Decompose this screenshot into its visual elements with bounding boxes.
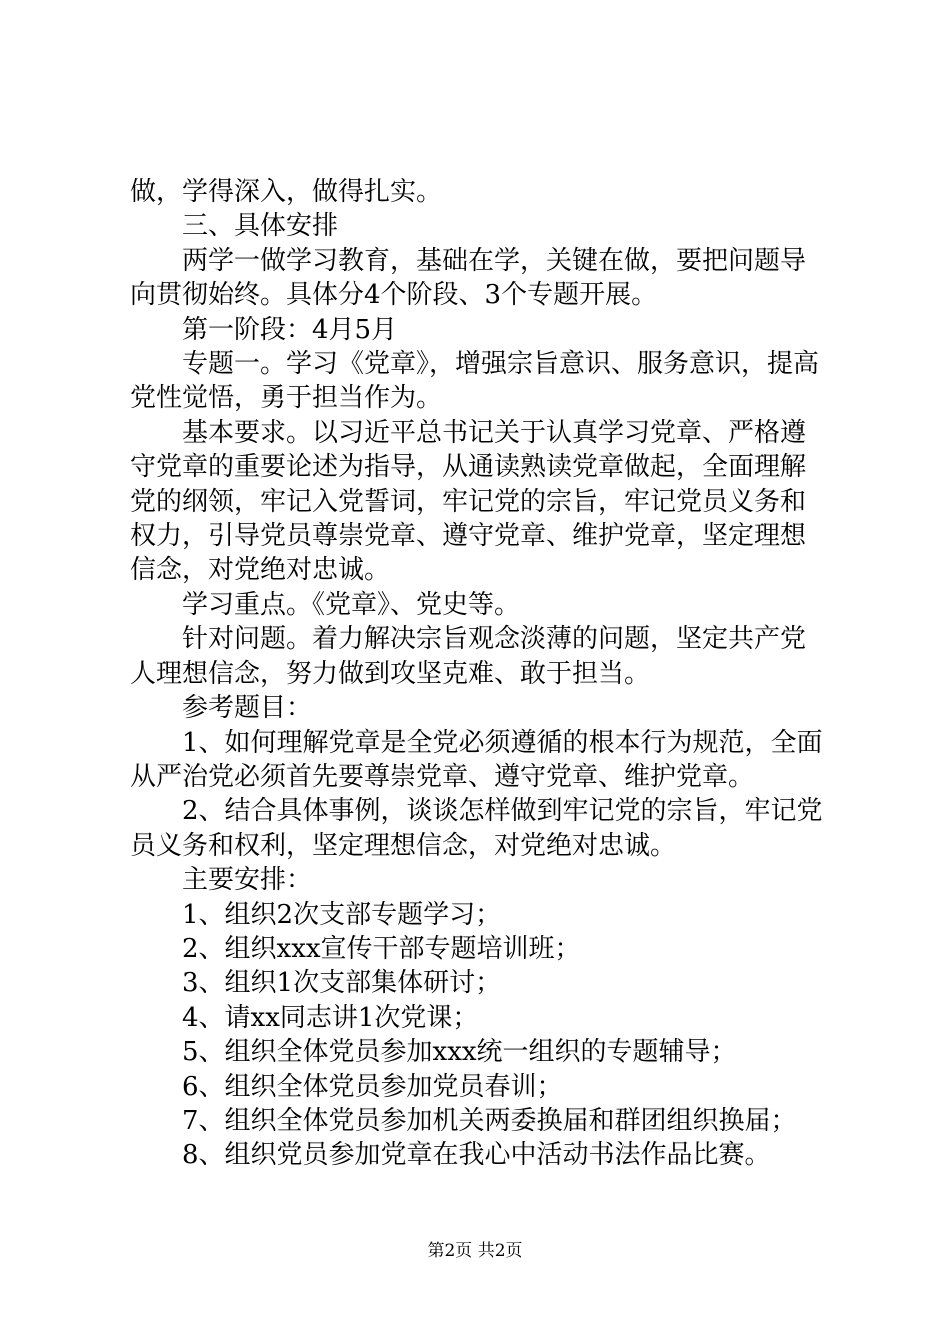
paragraph: 参考题目：	[182, 693, 313, 724]
paragraph: 做，学得深入，做得扎实。	[130, 177, 443, 207]
paragraph: 主要安排：	[182, 865, 313, 896]
paragraph: 1、如何理解党章是全党必须遵循的根本行为规范，全面从严治党必须首先要尊崇党章、遵守党章、维护党章。	[130, 727, 823, 792]
page-footer: 第2页 共2页	[427, 1241, 523, 1261]
paragraph: 1、组织2次支部专题学习；	[182, 899, 502, 930]
paragraph: 5、组织全体党员参加xxx统一组织的专题辅导；	[182, 1037, 737, 1068]
paragraph: 8、组织党员参加党章在我心中活动书法作品比赛。	[182, 1140, 771, 1171]
paragraph: 2、结合具体事例，谈谈怎样做到牢记党的宗旨，牢记党员义务和权利，坚定理想信念，对党绝对忠诚。	[130, 796, 823, 861]
document-body	[130, 175, 830, 1173]
paragraph: 专题一。学习《党章》，增强宗旨意识、服务意识，提高党性觉悟，勇于担当作为。	[130, 349, 820, 414]
paragraph: 三、具体安排	[182, 211, 339, 242]
paragraph: 2、组织xxx宣传干部专题培训班；	[182, 933, 581, 964]
paragraph: 基本要求。以习近平总书记关于认真学习党章、严格遵守党章的重要论述为指导，从通读熟读党章做起，全面理解党的纲领，牢记入党誓词，牢记党的宗旨，牢记党员义务和权力，引导党员尊崇党章、遵守党章、维护党章，坚定理想信念，对党绝对忠诚。	[130, 417, 807, 586]
paragraph: 学习重点。《党章》、党史等。	[182, 589, 521, 620]
paragraph: 4、请xx同志讲1次党课；	[182, 1002, 479, 1033]
paragraph: 3、组织1次支部集体研讨；	[182, 968, 502, 999]
paragraph: 针对问题。着力解决宗旨观念淡薄的问题，坚定共产党人理想信念，努力做到攻坚克难、敢于担当。	[130, 624, 807, 689]
paragraph: 7、组织全体党员参加机关两委换届和群团组织换届；	[182, 1105, 797, 1136]
paragraph: 第一阶段：4月5月	[182, 314, 398, 345]
paragraph: 6、组织全体党员参加党员春训；	[182, 1071, 563, 1102]
paragraph: 两学一做学习教育，基础在学，关键在做，要把问题导向贯彻始终。具体分4个阶段、3个专题开展。	[130, 245, 807, 311]
